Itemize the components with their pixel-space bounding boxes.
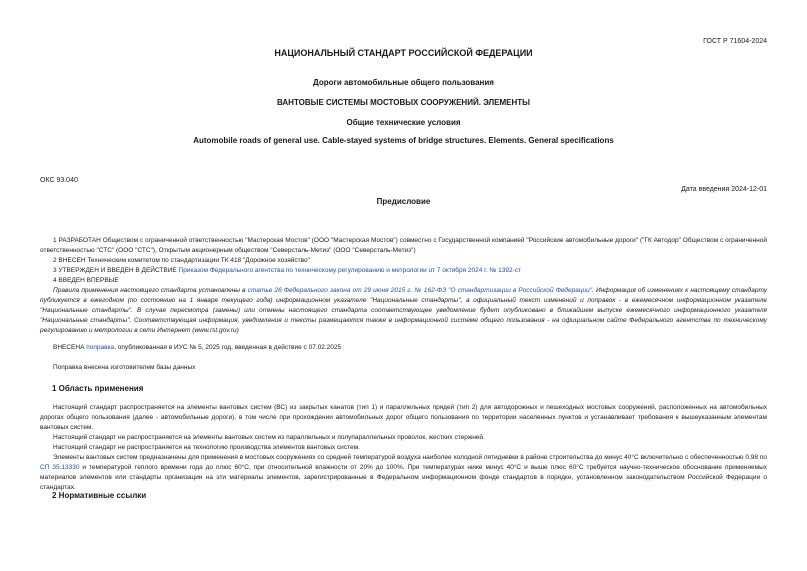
section-2-heading: 2 Нормативные ссылки (52, 491, 147, 500)
title-english: Automobile roads of general use. Cable-stayed systems of bridge structures. Elements. General specifications (193, 136, 614, 145)
oks-code: ОКС 93.040 (40, 177, 78, 184)
national-standard-heading: НАЦИОНАЛЬНЫЙ СТАНДАРТ РОССИЙСКОЙ ФЕДЕРАЦИИ (274, 48, 533, 58)
sp-35-13330-link[interactable]: СП 35.13330 (40, 464, 80, 471)
preface-item-1: 1 РАЗРАБОТАН Обществом с ограниченной ответственностью "Мастерская Мостов" (ООО "Мастерская Мостов") совместно с Государственной компанией "Российские автомобильные дороги" ("ГК Автодор" Обществом с ограниченной ответственностью "СТС" (ООО "СТС"), Открытым акционерным обществом "Северсталь-Метиз" (ООО "Северсталь-Метиз") (40, 237, 767, 254)
section-1-paragraph-3: Настоящий стандарт не распространяется на технологию производства элементов вантовых систем. (53, 444, 360, 451)
preface-item-2: 2 ВНЕСЕН Техническим комитетом по стандартизации ТК 418 "Дорожное хозяйство" (53, 257, 310, 264)
introduction-date: Дата введения 2024-12-01 (681, 186, 767, 193)
rules-text-end: . Информация об изменениях к настоящему стандарту публикуется в ежегодном (по состоянию на 1 января текущего года) информационном указателе "Национальные стандарты", а официальный текст изменений и поправок - в ежемесячном информационном указателе "Национальные стандарты". В случае пересмотра (замены) или отмены настоящего стандарта соответствующее уведомление будет опубликовано в ближайшем выпуске ежемесячного информационного указателя "Национальные стандарты". Соответствующая информация, уведомления и тексты размещаются также в информационной системе общего пользования - на официальном сайте Федерального агентства по техническому регулированию и метрологии в сети Интернет (www.rst.gov.ru) (40, 287, 768, 334)
document-code: ГОСТ Р 71604-2024 (703, 38, 767, 45)
title-line-3: Общие технические условия (346, 118, 461, 127)
federal-law-link[interactable]: статье 26 Федерального закона от 29 июня 2015 г. № 162-ФЗ "О стандартизации в Российской Федерации" (247, 287, 593, 294)
amendment-line (40, 343, 767, 353)
amendment-note: Поправка внесена изготовителем базы данных (53, 364, 196, 371)
section-1-paragraph-4-start: Элементы вантовых систем предназначены для применения в мостовых сооружениях со средней температурой воздуха наиболее холодной пятидневки в районе строительства до минус 40°С включительно с обеспеченностью 0,98 по (53, 454, 767, 461)
preface-item-3 (40, 266, 767, 276)
section-1-paragraph-4 (40, 453, 767, 493)
section-1-paragraph-2: Настоящий стандарт не распространяется на элементы вантовых систем из параллельных и полупараллельных проволок, жестких стержней. (53, 434, 485, 441)
section-1-paragraph-1: Настоящий стандарт распространяется на элементы вантовых систем (ВС) из закрытых канатов (тип 1) и параллельных прядей (тип 2) для автодорожных и пешеходных мостовых сооружений, расположенных на автомобильных дорогах общего пользования (далее - автомобильные дороги), в том числе при прохождении автомобильных дорог общего пользования по территории населенных пунктов и устанавливает требования к вышеуказанным элементам вантовых систем. (40, 404, 767, 431)
preface-item-4: 4 ВВЕДЕН ВПЕРВЫЕ (53, 277, 119, 284)
preface-heading: Предисловие (376, 197, 431, 206)
section-1-heading: 1 Область применения (52, 384, 144, 393)
section-1-paragraph-4-end: и температурой теплого времени года до плюс 60°С, при относительной влажности от 20% до 100%. При температурах ниже минус 40°С и выше плюс 60°С требуется научно-техническое обоснование применяемых материалов элементов или стандарты организации на эти материалы элементов, зарегистрированные в Федеральном информационном фонде стандартов в порядке, установленном законодательством Российской Федерации о стандартах. (40, 464, 767, 491)
amendment-prefix: ВНЕСЕНА (53, 344, 87, 351)
order-link[interactable]: Приказом Федерального агентства по техническому регулированию и метрологии от 7 октября 2024 г. № 1392-ст (178, 267, 521, 274)
title-line-1: Дороги автомобильные общего пользования (313, 78, 494, 87)
amendment-link[interactable]: поправка (86, 344, 115, 351)
preface-item-3-text: 3 УТВЕРЖДЕН И ВВЕДЕН В ДЕЙСТВИЕ (53, 267, 179, 274)
title-line-2: ВАНТОВЫЕ СИСТЕМЫ МОСТОВЫХ СООРУЖЕНИЙ. ЭЛЕМЕНТЫ (277, 98, 530, 107)
amendment-suffix: , опубликованная в ИУС № 5, 2025 год, введенная в действие с 07.02.2025 (114, 344, 342, 351)
rules-paragraph (40, 286, 767, 336)
rules-text-start: Правила применения настоящего стандарта установлены в (53, 287, 248, 294)
